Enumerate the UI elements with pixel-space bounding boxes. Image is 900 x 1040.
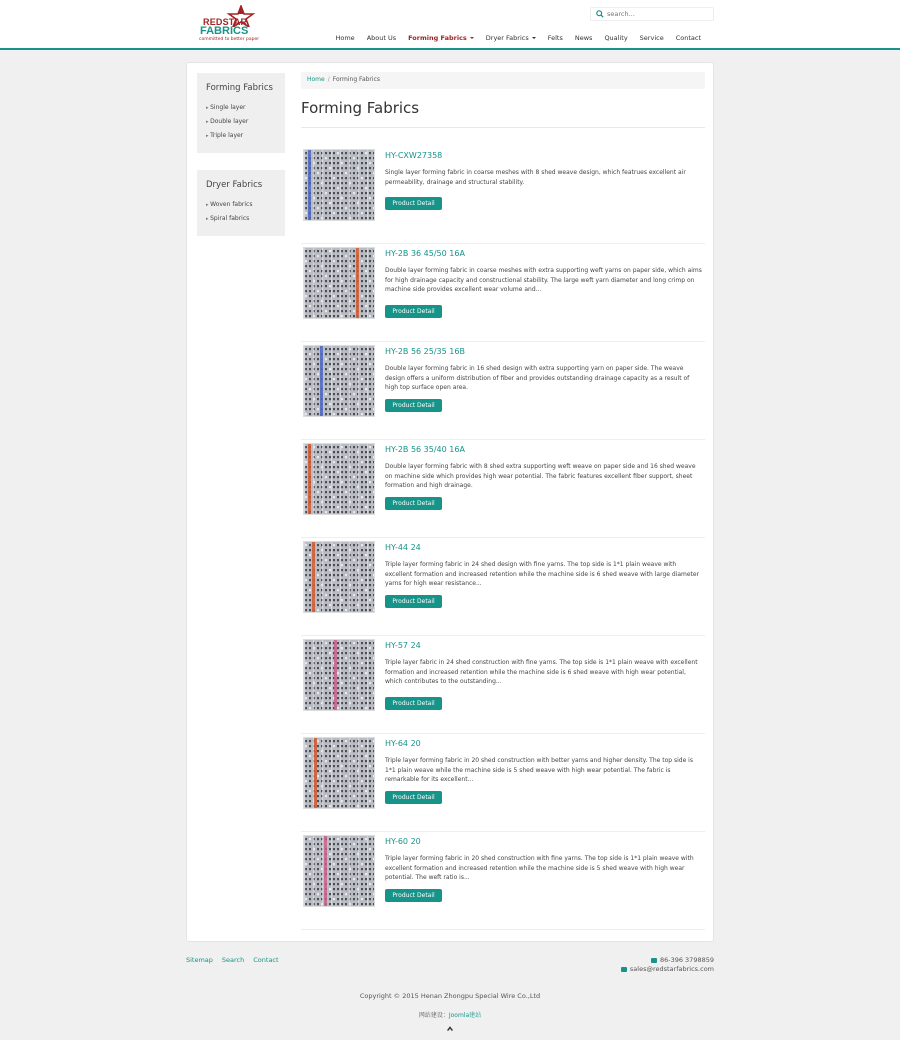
fabric-sample-image	[304, 542, 375, 613]
product-detail-button[interactable]: Product Detail	[385, 791, 442, 804]
fabric-sample-image	[304, 248, 375, 319]
logo-line1: REDSTAR	[203, 17, 248, 27]
chevron-down-icon	[470, 37, 474, 39]
sidebar-link[interactable]: ▸ Single layer	[206, 101, 276, 115]
nav-item-quality[interactable]	[598, 34, 633, 42]
nav-item-dryer-fabrics[interactable]	[480, 34, 542, 42]
sidebar-link[interactable]: ▸ Spiral fabrics	[206, 212, 276, 226]
site-logo[interactable]	[198, 5, 260, 43]
fabric-sample-image	[304, 150, 375, 221]
fabric-sample-image	[304, 444, 375, 515]
product-item	[301, 832, 705, 930]
nav-item-forming-fabrics[interactable]	[402, 34, 480, 42]
nav-item-about-us[interactable]	[361, 34, 402, 42]
footer-link-search[interactable]: Search	[221, 956, 245, 964]
product-description: Double layer forming fabric with 8 shed extra supporting weft weave on paper side and 16 shed weave on machine side which provides high wear potential. The fabric features excellent fiber support, sheet formation and high drainage.	[385, 463, 696, 489]
nav-item-felts[interactable]	[542, 34, 569, 42]
product-title[interactable]: HY-2B 56 25/35 16B	[385, 347, 465, 356]
product-description: Triple layer forming fabric in 24 shed design with fine yarns. The top side is 1*1 plain weave with excellent formation and increased retention while the machine side is 6 shed weave with large diameter yarns for high wear resistance...	[385, 561, 700, 587]
search-icon[interactable]	[596, 10, 604, 18]
nav-item-label: Forming Fabrics	[408, 34, 467, 42]
product-title[interactable]: HY-2B 36 45/50 16A	[385, 249, 465, 258]
nav-item-label: About Us	[366, 34, 397, 42]
product-description: Single layer forming fabric in coarse meshes with 8 shed weave design, which featrues excellent air permeability, drainage and structural stability.	[385, 169, 686, 186]
nav-item-service[interactable]	[634, 34, 670, 42]
product-detail-button[interactable]: Product Detail	[385, 595, 442, 608]
product-detail-button[interactable]: Product Detail	[385, 889, 442, 902]
fabric-sample-image	[304, 836, 375, 907]
product-title[interactable]: HY-44 24	[385, 543, 421, 552]
footer-link-contact[interactable]: Contact	[253, 956, 279, 964]
email-icon	[621, 967, 627, 972]
breadcrumb-current: Forming Fabrics	[332, 76, 380, 83]
nav-item-news[interactable]	[569, 34, 599, 42]
logo-tagline: committed to better paper	[199, 37, 260, 42]
sidebar-link[interactable]: ▸ Triple layer	[206, 129, 276, 143]
breadcrumb-separator: /	[327, 76, 330, 83]
nav-item-contact[interactable]	[670, 34, 707, 42]
nav-item-label: News	[574, 34, 593, 42]
product-description: Double layer forming fabric in 16 shed design with extra supporting yarn on paper side. The weave design offers a uniform distribution of fiber and provides outstanding drainage capacity as a result of high top surface open area.	[385, 365, 690, 391]
product-detail-button[interactable]: Product Detail	[385, 497, 442, 510]
product-thumbnail[interactable]	[303, 835, 375, 907]
fabric-sample-image	[304, 346, 375, 417]
product-item	[301, 538, 705, 636]
sidebar-link[interactable]: ▸ Double layer	[206, 115, 276, 129]
nav-item-label: Home	[335, 34, 355, 42]
nav-item-home[interactable]	[329, 34, 360, 42]
nav-item-label: Dryer Fabrics	[485, 34, 529, 42]
product-title[interactable]: HY-60 20	[385, 837, 421, 846]
product-description: Triple layer fabric in 24 shed construction with fine yarns. The top side is 1*1 plain weave with excellent formation and increased retention while the machine side is 6 shed weave with high wear potential, which contributes to the outstanding...	[385, 659, 698, 685]
sidebar-group-title[interactable]: Dryer Fabrics	[206, 180, 263, 190]
builder-label: 网站建设：	[418, 1012, 449, 1019]
builder-link[interactable]: Joomla建站	[448, 1012, 482, 1019]
nav-item-label: Service	[639, 34, 664, 42]
footer-link-sitemap[interactable]: Sitemap	[186, 956, 213, 964]
product-item	[301, 734, 705, 832]
breadcrumb-home-link[interactable]: Home	[307, 76, 325, 83]
product-thumbnail[interactable]	[303, 443, 375, 515]
fabric-sample-image	[304, 640, 375, 711]
chevron-down-icon	[532, 37, 536, 39]
product-thumbnail[interactable]	[303, 149, 375, 221]
footer-email[interactable]: sales@redstarfabrics.com	[629, 965, 714, 973]
footer-contact	[621, 956, 714, 974]
product-detail-button[interactable]: Product Detail	[385, 197, 442, 210]
search-box	[590, 7, 714, 21]
product-thumbnail[interactable]	[303, 541, 375, 613]
sidebar-link[interactable]: ▸ Woven fabrics	[206, 198, 276, 212]
product-title[interactable]: HY-CXW27358	[385, 151, 443, 160]
sidebar-group	[197, 73, 285, 153]
back-to-top-icon[interactable]	[446, 1025, 454, 1033]
phone-icon	[651, 958, 657, 963]
page-title: Forming Fabrics	[301, 99, 420, 117]
product-title[interactable]: HY-64 20	[385, 739, 421, 748]
fabric-sample-image	[304, 738, 375, 809]
product-thumbnail[interactable]	[303, 737, 375, 809]
site-header	[0, 0, 900, 50]
product-description: Triple layer forming fabric in 20 shed construction with fine yarns. The top side is 1*1 plain weave with excellent formation and increased retention while the machine side is 5 shed weave with high wear potential. The weft ratio is...	[385, 855, 694, 881]
sidebar-group-title[interactable]: Forming Fabrics	[206, 83, 273, 93]
product-description: Double layer forming fabric in coarse meshes with extra supporting weft yarns on paper side, which aims for high drainage capacity and constructional stability. The large weft yarn diameter and long crimp on machine side provides excellent wear volume and...	[385, 267, 702, 293]
copyright-text: Copyright © 2015 Henan Zhongpu Special Wire Co.,Ltd	[359, 992, 541, 1000]
product-title[interactable]: HY-2B 56 35/40 16A	[385, 445, 465, 454]
product-thumbnail[interactable]	[303, 639, 375, 711]
logo-line2: FABRICS	[200, 25, 249, 37]
title-divider	[301, 127, 705, 128]
product-detail-button[interactable]: Product Detail	[385, 697, 442, 710]
main-content-panel	[186, 62, 714, 942]
nav-item-label: Felts	[547, 34, 563, 42]
product-description: Triple layer forming fabric in 20 shed construction with better yarns and higher density. The top side is 1*1 plain weave while the machine side is 5 shed weave with high wear potential. The fabric is remarkable for its excellent...	[385, 757, 693, 783]
product-item	[301, 636, 705, 734]
product-item	[301, 244, 705, 342]
product-item	[301, 146, 705, 244]
nav-item-label: Quality	[604, 34, 628, 42]
sidebar-group	[197, 170, 285, 236]
product-detail-button[interactable]: Product Detail	[385, 305, 442, 318]
nav-item-label: Contact	[675, 34, 701, 42]
product-thumbnail[interactable]	[303, 345, 375, 417]
breadcrumb	[301, 72, 705, 89]
product-detail-button[interactable]: Product Detail	[385, 399, 442, 412]
search-input[interactable]	[607, 9, 707, 19]
builder-credit	[0, 1010, 900, 1019]
footer-links	[186, 956, 279, 964]
footer-phone: 86-396 3798859	[659, 956, 714, 964]
product-thumbnail[interactable]	[303, 247, 375, 319]
product-title[interactable]: HY-57 24	[385, 641, 421, 650]
product-item	[301, 342, 705, 440]
product-item	[301, 440, 705, 538]
main-nav	[329, 34, 707, 42]
